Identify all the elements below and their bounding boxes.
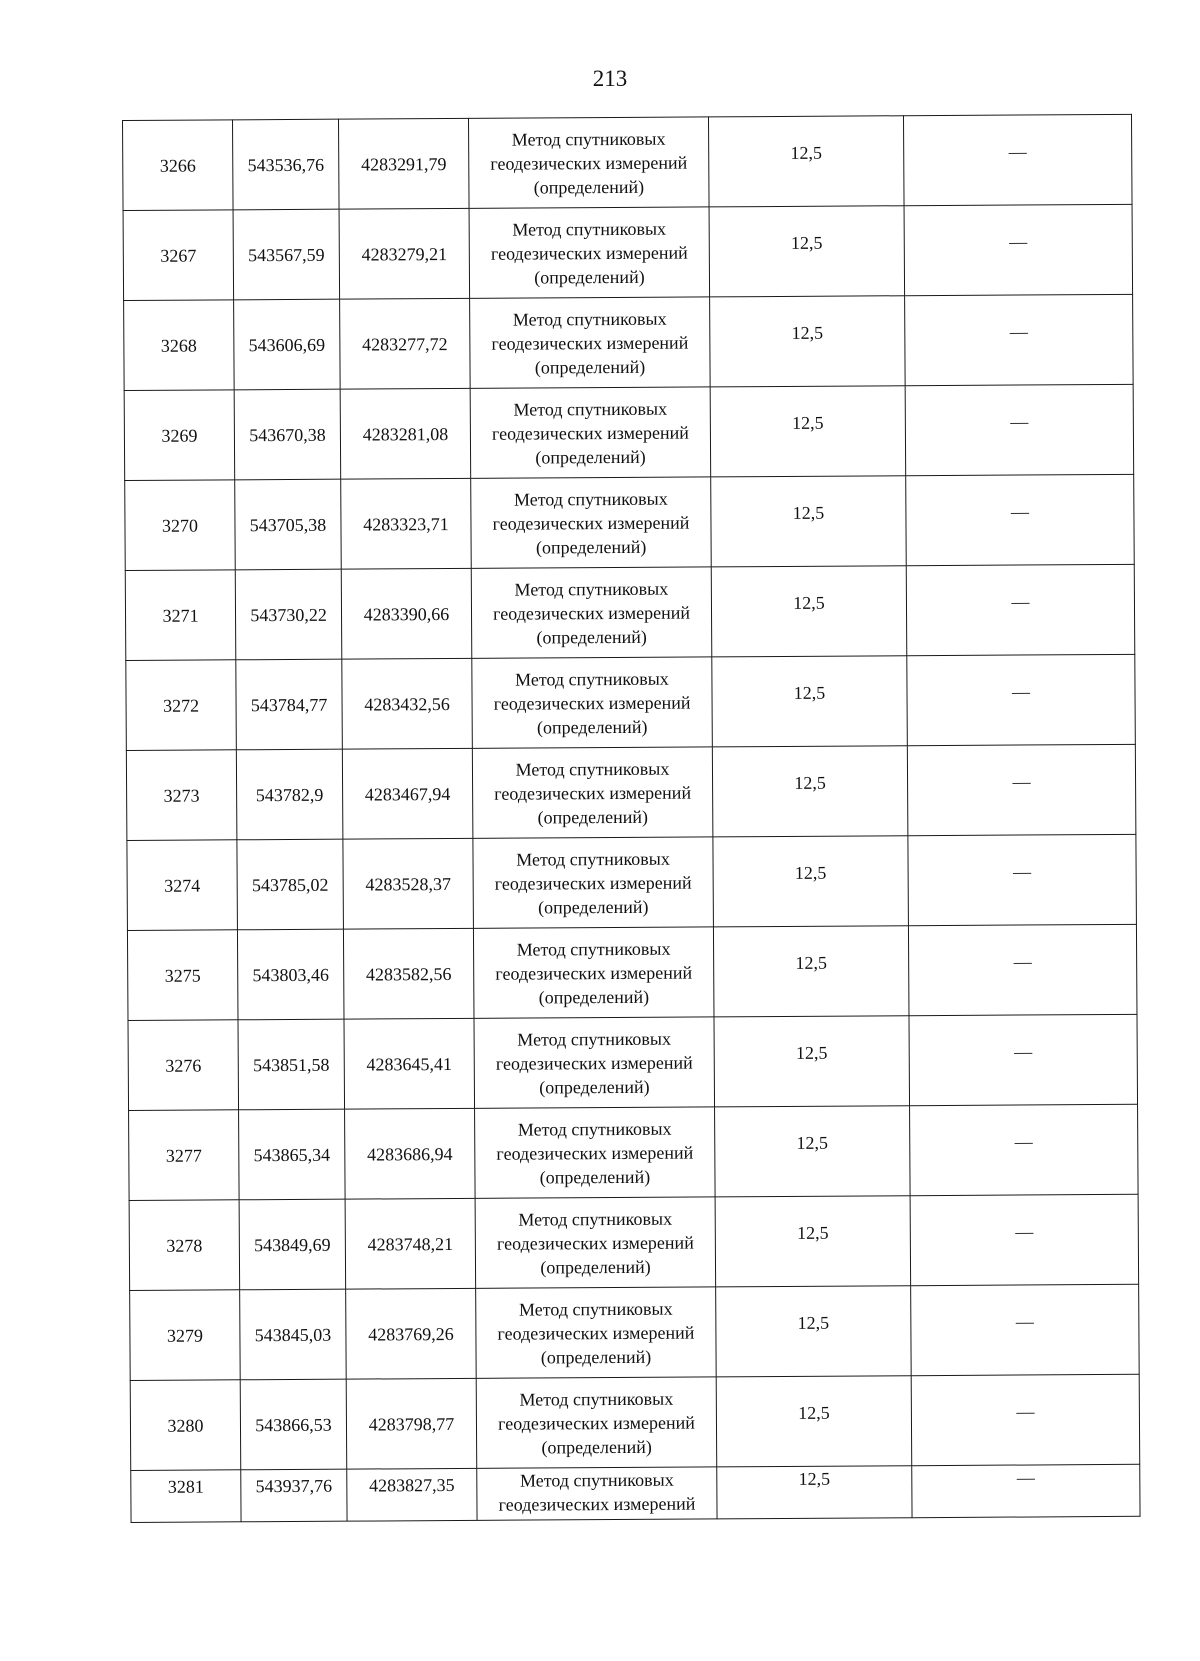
x-coordinate-cell: 543536,76 bbox=[233, 119, 340, 210]
x-coordinate-cell: 543851,58 bbox=[238, 1019, 345, 1110]
method-text-line: Метод спутниковых bbox=[511, 128, 666, 150]
method-cell bbox=[473, 837, 714, 928]
method-text-line: (определений) bbox=[534, 266, 645, 287]
note-cell: — bbox=[907, 744, 1136, 835]
method-text-line: (определений) bbox=[541, 1436, 652, 1457]
table-row bbox=[124, 294, 1134, 390]
point-number-cell: 3280 bbox=[130, 1380, 241, 1471]
method-text-line: геодезических измерений bbox=[494, 872, 692, 894]
method-text-line: геодезических измерений bbox=[495, 1052, 693, 1074]
method-text-line: геодезических измерений bbox=[490, 152, 688, 174]
method-text-line: (определений) bbox=[533, 176, 645, 197]
accuracy-cell: 12,5 bbox=[711, 476, 907, 567]
coordinates-table bbox=[122, 114, 1141, 1523]
coordinates-table-body bbox=[123, 114, 1141, 1522]
x-coordinate-cell: 543866,53 bbox=[240, 1379, 347, 1470]
y-coordinate-cell: 4283798,77 bbox=[346, 1378, 477, 1469]
accuracy-cell: 12,5 bbox=[716, 1376, 912, 1467]
method-text-line: Метод спутниковых bbox=[518, 1208, 673, 1230]
point-number-cell: 3269 bbox=[124, 390, 235, 481]
table-row bbox=[126, 744, 1136, 840]
note-cell: — bbox=[907, 654, 1136, 745]
note-cell: — bbox=[905, 384, 1134, 475]
method-text-line: (определений) bbox=[537, 806, 649, 827]
accuracy-cell: 12,5 bbox=[710, 296, 906, 387]
accuracy-cell: 12,5 bbox=[715, 1196, 911, 1287]
accuracy-cell: 12,5 bbox=[710, 386, 906, 477]
accuracy-cell: 12,5 bbox=[711, 566, 907, 657]
y-coordinate-cell: 4283686,94 bbox=[345, 1108, 476, 1199]
x-coordinate-cell: 543803,46 bbox=[237, 929, 344, 1020]
y-coordinate-cell: 4283390,66 bbox=[341, 568, 472, 659]
note-cell: — bbox=[912, 1464, 1140, 1517]
y-coordinate-cell: 4283323,71 bbox=[341, 478, 472, 569]
point-number-cell: 3271 bbox=[125, 570, 236, 661]
point-number-cell: 3276 bbox=[128, 1020, 239, 1111]
point-number-cell: 3274 bbox=[127, 840, 238, 931]
y-coordinate-cell: 4283467,94 bbox=[342, 748, 473, 839]
method-text-line: Метод спутниковых bbox=[512, 218, 667, 240]
method-text-line: (определений) bbox=[539, 1166, 651, 1187]
method-text-line: Метод спутниковых bbox=[516, 938, 671, 960]
point-number-cell: 3268 bbox=[124, 300, 235, 391]
method-text-line: (определений) bbox=[535, 446, 646, 467]
x-coordinate-cell: 543784,77 bbox=[236, 659, 343, 750]
method-text-line: (определений) bbox=[538, 896, 649, 917]
method-text-line: геодезических измерений bbox=[491, 422, 689, 444]
method-text-line: Метод спутниковых bbox=[519, 1469, 674, 1491]
note-cell: — bbox=[909, 1014, 1138, 1105]
method-cell bbox=[474, 1017, 715, 1108]
accuracy-cell: 12,5 bbox=[717, 1466, 912, 1519]
note-cell: — bbox=[905, 294, 1134, 385]
method-text-line: Метод спутниковых bbox=[515, 668, 669, 690]
method-text-line: геодезических измерений bbox=[490, 242, 688, 264]
method-text-line: геодезических измерений bbox=[497, 1322, 695, 1344]
x-coordinate-cell: 543730,22 bbox=[235, 569, 342, 660]
y-coordinate-cell: 4283432,56 bbox=[342, 658, 473, 749]
note-cell: — bbox=[910, 1194, 1139, 1285]
method-text-line: (определений) bbox=[534, 356, 646, 377]
method-cell bbox=[473, 927, 714, 1018]
method-cell bbox=[469, 207, 710, 298]
y-coordinate-cell: 4283645,41 bbox=[344, 1018, 475, 1109]
y-coordinate-cell: 4283769,26 bbox=[346, 1288, 477, 1379]
method-text-line: (определений) bbox=[539, 1076, 650, 1097]
table-row bbox=[130, 1284, 1140, 1380]
method-text-line: Метод спутниковых bbox=[512, 308, 667, 330]
method-text-line: Метод спутниковых bbox=[517, 1118, 672, 1140]
accuracy-cell: 12,5 bbox=[708, 116, 904, 207]
table-row bbox=[124, 384, 1134, 480]
y-coordinate-cell: 4283582,56 bbox=[343, 928, 474, 1019]
method-cell bbox=[475, 1107, 716, 1198]
method-cell bbox=[468, 117, 709, 208]
method-cell bbox=[476, 1377, 717, 1468]
table-row bbox=[127, 834, 1137, 930]
note-cell: — bbox=[904, 204, 1133, 295]
point-number-cell: 3267 bbox=[123, 210, 234, 301]
table-row bbox=[128, 1014, 1138, 1110]
method-text-line: геодезических измерений bbox=[496, 1142, 694, 1164]
table-row bbox=[126, 654, 1136, 750]
x-coordinate-cell: 543782,9 bbox=[236, 749, 343, 840]
x-coordinate-cell: 543606,69 bbox=[234, 299, 341, 390]
accuracy-cell: 12,5 bbox=[714, 1016, 910, 1107]
method-text-line: Метод спутниковых bbox=[519, 1388, 674, 1410]
method-text-line: (определений) bbox=[536, 626, 647, 647]
note-cell: — bbox=[911, 1374, 1140, 1465]
method-text-line: (определений) bbox=[540, 1346, 652, 1367]
method-text-line: (определений) bbox=[536, 716, 648, 737]
point-number-cell: 3279 bbox=[130, 1290, 241, 1381]
note-cell: — bbox=[906, 564, 1135, 655]
note-cell: — bbox=[908, 834, 1137, 925]
note-cell: — bbox=[910, 1104, 1139, 1195]
y-coordinate-cell: 4283748,21 bbox=[345, 1198, 476, 1289]
method-text-line: Метод спутниковых bbox=[514, 578, 669, 600]
method-text-line: геодезических измерений bbox=[491, 332, 689, 354]
page-number: 213 bbox=[592, 66, 628, 91]
y-coordinate-cell: 4283279,21 bbox=[339, 208, 470, 299]
x-coordinate-cell: 543705,38 bbox=[235, 479, 342, 570]
accuracy-cell: 12,5 bbox=[713, 836, 909, 927]
y-coordinate-cell: 4283528,37 bbox=[343, 838, 474, 929]
method-text-line: Метод спутниковых bbox=[516, 848, 670, 870]
x-coordinate-cell: 543567,59 bbox=[233, 209, 340, 300]
table-row bbox=[123, 204, 1133, 300]
table-row bbox=[125, 564, 1135, 660]
accuracy-cell: 12,5 bbox=[715, 1106, 911, 1197]
method-cell bbox=[470, 297, 711, 388]
method-cell bbox=[475, 1197, 716, 1288]
point-number-cell: 3273 bbox=[126, 750, 237, 841]
table-row bbox=[125, 474, 1135, 570]
x-coordinate-cell: 543865,34 bbox=[239, 1109, 346, 1200]
y-coordinate-cell: 4283291,79 bbox=[338, 118, 469, 209]
point-number-cell: 3275 bbox=[127, 930, 238, 1021]
method-text-line: Метод спутниковых bbox=[513, 488, 668, 510]
y-coordinate-cell: 4283277,72 bbox=[340, 298, 471, 389]
method-text-line: геодезических измерений bbox=[498, 1493, 696, 1515]
point-number-cell: 3278 bbox=[129, 1200, 240, 1291]
y-coordinate-cell: 4283827,35 bbox=[347, 1468, 477, 1521]
method-cell bbox=[472, 657, 713, 748]
table-row bbox=[129, 1104, 1139, 1200]
note-cell: — bbox=[911, 1284, 1140, 1375]
method-cell bbox=[476, 1287, 717, 1378]
table-row bbox=[123, 114, 1133, 210]
x-coordinate-cell: 543849,69 bbox=[239, 1199, 346, 1290]
y-coordinate-cell: 4283281,08 bbox=[340, 388, 471, 479]
method-text-line: геодезических измерений bbox=[493, 602, 690, 624]
point-number-cell: 3272 bbox=[126, 660, 237, 751]
accuracy-cell: 12,5 bbox=[713, 926, 909, 1017]
method-text-line: геодезических измерений bbox=[495, 962, 693, 984]
method-text-line: геодезических измерений bbox=[493, 692, 691, 714]
x-coordinate-cell: 543845,03 bbox=[240, 1289, 347, 1380]
method-text-line: Метод спутниковых bbox=[518, 1298, 673, 1320]
method-text-line: геодезических измерений bbox=[492, 512, 690, 534]
method-text-line: (определений) bbox=[535, 536, 647, 557]
x-coordinate-cell: 543670,38 bbox=[234, 389, 341, 480]
method-text-line: геодезических измерений bbox=[497, 1412, 695, 1434]
method-text-line: Метод спутниковых bbox=[517, 1028, 672, 1050]
point-number-cell: 3266 bbox=[123, 120, 234, 211]
method-text-line: геодезических измерений bbox=[494, 782, 692, 804]
accuracy-cell: 12,5 bbox=[712, 656, 908, 747]
note-cell: — bbox=[906, 474, 1135, 565]
table-row bbox=[127, 924, 1137, 1020]
point-number-cell: 3281 bbox=[131, 1470, 241, 1523]
table-row bbox=[130, 1374, 1140, 1470]
method-cell bbox=[472, 747, 713, 838]
method-text-line: (определений) bbox=[538, 986, 650, 1007]
method-cell bbox=[471, 477, 712, 568]
note-cell: — bbox=[908, 924, 1137, 1015]
method-text-line: геодезических измерений bbox=[496, 1232, 694, 1254]
accuracy-cell: 12,5 bbox=[709, 206, 905, 297]
method-cell bbox=[471, 567, 712, 658]
method-text-line: Метод спутниковых bbox=[513, 398, 668, 420]
table-row bbox=[131, 1464, 1140, 1522]
method-cell bbox=[477, 1467, 717, 1520]
point-number-cell: 3277 bbox=[129, 1110, 240, 1201]
accuracy-cell: 12,5 bbox=[712, 746, 908, 837]
note-cell: — bbox=[903, 114, 1132, 205]
method-cell bbox=[470, 387, 711, 478]
point-number-cell: 3270 bbox=[125, 480, 236, 571]
x-coordinate-cell: 543937,76 bbox=[241, 1469, 347, 1522]
table-row bbox=[129, 1194, 1139, 1290]
accuracy-cell: 12,5 bbox=[716, 1286, 912, 1377]
method-text-line: Метод спутниковых bbox=[515, 758, 670, 780]
method-text-line: (определений) bbox=[540, 1256, 651, 1277]
x-coordinate-cell: 543785,02 bbox=[237, 839, 344, 930]
